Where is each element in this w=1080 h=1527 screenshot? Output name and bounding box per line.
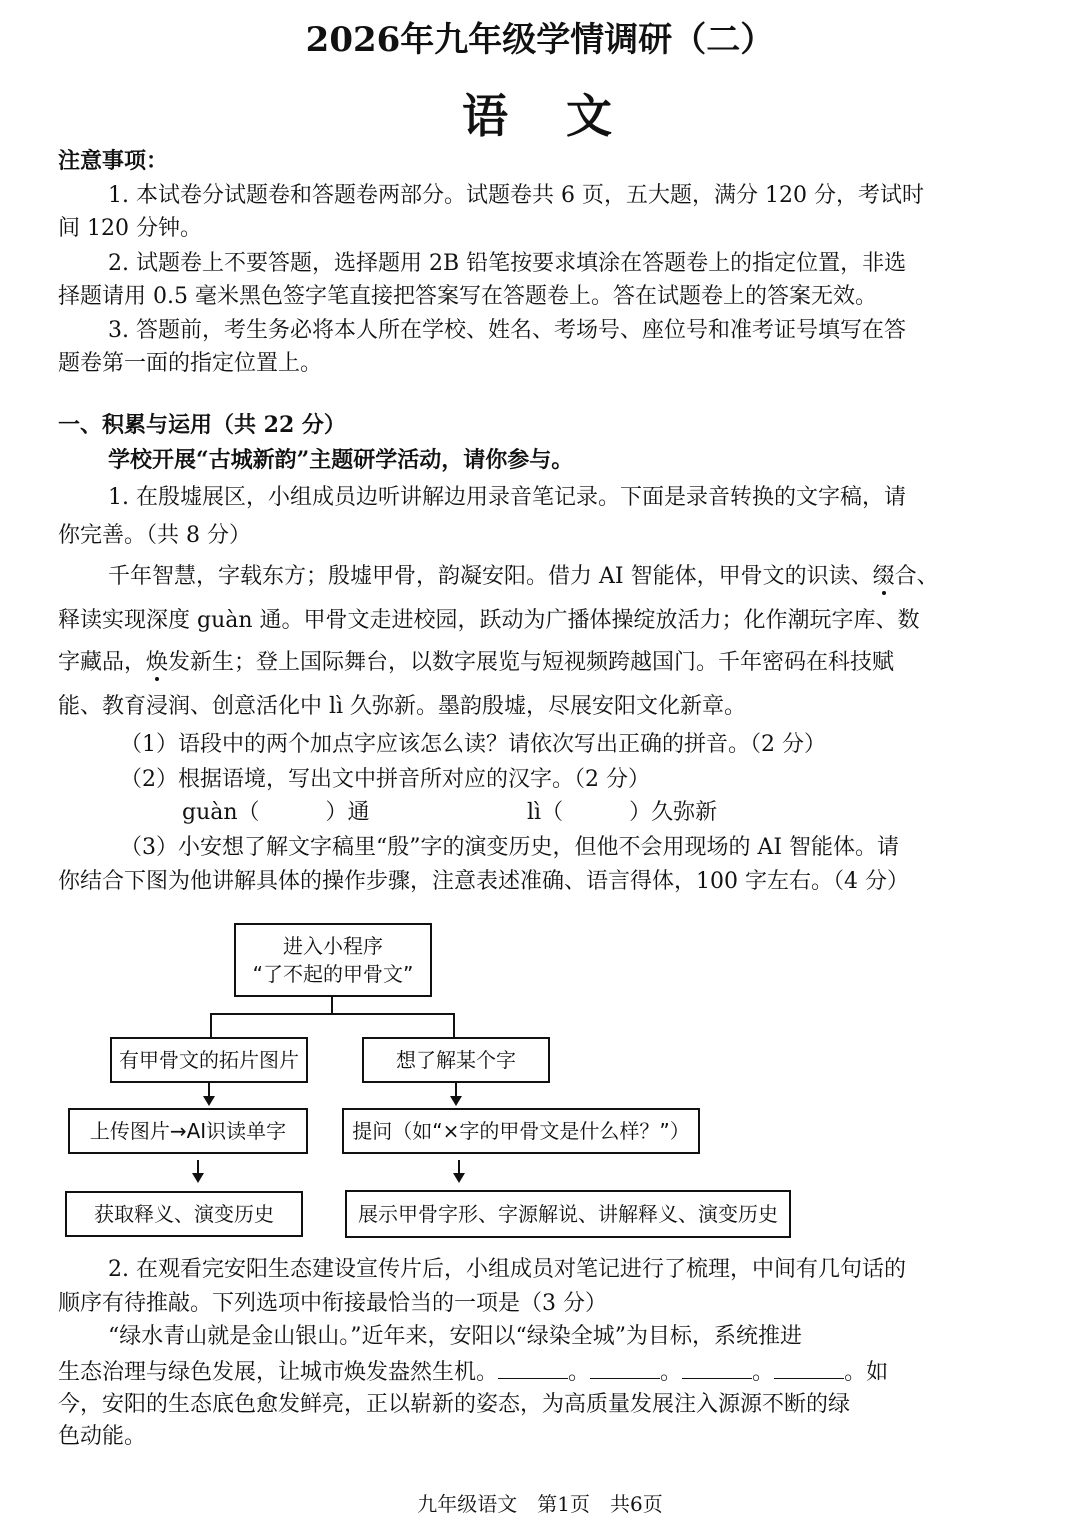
flow-line-left-2 xyxy=(197,1160,199,1174)
flow-connector-bar xyxy=(210,1013,455,1015)
notice-item2-line1: 2. 试题卷上不要答题，选择题用 2B 铅笔按要求填涂在答题卷上的指定位置，非选 xyxy=(108,251,907,276)
notice-item3-line1: 3. 答题前，考生务必将本人所在学校、姓名、考场号、座位号和准考证号填写在答 xyxy=(108,318,906,343)
flow-line-right-2 xyxy=(458,1160,460,1174)
subject-title: 语 文 xyxy=(462,89,618,143)
passage-line3-a: 字藏品， xyxy=(58,650,147,675)
arrow-down-icon xyxy=(453,1173,465,1183)
flow-box-enter-app xyxy=(234,923,432,997)
flow-connector-left xyxy=(210,1013,212,1037)
q1-line2: 你完善。（共 8 分） xyxy=(58,523,251,548)
notice-item2-line2: 择题请用 0.5 毫米黑色签字笔直接把答案写在答题卷上。答在试题卷上的答案无效。 xyxy=(58,284,877,309)
notice-item1-line1: 1. 本试卷分试题卷和答题卷两部分。试题卷共 6 页，五大题，满分 120 分，考试时 xyxy=(108,183,924,208)
section1-heading: 一、积累与运用（共 22 分） xyxy=(58,412,346,438)
q2-sep-1: 。 xyxy=(568,1360,591,1385)
q2-sep-3: 。 xyxy=(752,1360,775,1385)
section1-intro: 学校开展“古城新韵”主题研学活动，请你参与。 xyxy=(108,447,574,473)
dotted-char-2: 焕 xyxy=(146,650,169,675)
notice-item1-line2: 间 120 分钟。 xyxy=(58,216,202,241)
passage-line1 xyxy=(108,562,1038,592)
flow-box-show-glyph: 展示甲骨字形、字源解说、讲解释义、演变历史 xyxy=(345,1190,791,1238)
q2-passage-line2 xyxy=(58,1356,1038,1388)
answer-blank-2 xyxy=(590,1356,660,1379)
q2-passage-line2-text: 生态治理与绿色发展，让城市焕发盎然生机。 xyxy=(58,1360,499,1385)
q1-sub3-line2: 你结合下图为他讲解具体的操作步骤，注意表述准确、语言得体，100 字左右。（4 分） xyxy=(58,869,909,894)
q2-passage-line1: “绿水青山就是金山银山。”近年来，安阳以“绿染全城”为目标，系统推进 xyxy=(108,1324,802,1349)
flow-box-get-meaning: 获取释义、演变历史 xyxy=(65,1191,303,1237)
page-footer: 九年级语文 第1页 共6页 xyxy=(417,1492,663,1516)
notice-heading: 注意事项： xyxy=(58,148,169,174)
q2-passage-line4: 色动能。 xyxy=(58,1424,147,1449)
flow-box-enter-app-line2: “了不起的甲骨文” xyxy=(252,962,414,986)
answer-blank-1 xyxy=(498,1356,568,1379)
flow-connector-stem xyxy=(331,997,333,1014)
q1-line1: 1. 在殷墟展区，小组成员边听讲解边用录音笔记录。下面是录音转换的文字稿，请 xyxy=(108,485,906,510)
q2-line1: 2. 在观看完安阳生态建设宣传片后，小组成员对笔记进行了梳理，中间有几句话的 xyxy=(108,1257,906,1282)
q1-sub1: （1）语段中的两个加点字应该怎么读？请依次写出正确的拼音。（2 分） xyxy=(120,732,826,757)
flow-line-left-1 xyxy=(208,1083,210,1097)
arrow-down-icon xyxy=(203,1096,215,1106)
q1-sub2-blank-li: lì（ ）久弥新 xyxy=(527,800,718,825)
answer-blank-4 xyxy=(774,1356,844,1379)
passage-line1-a: 千年智慧，字载东方；殷墟甲骨，韵凝安阳。借力 AI 智能体，甲骨文的识读、 xyxy=(108,564,873,589)
flow-box-want-know: 想了解某个字 xyxy=(362,1037,550,1083)
passage-line3 xyxy=(58,648,1038,678)
exam-title: 2026年九年级学情调研（二） xyxy=(305,20,775,60)
q1-sub3-line1: （3）小安想了解文字稿里“殷”字的演变历史，但他不会用现场的 AI 智能体。请 xyxy=(120,835,900,860)
q2-passage-line2-end: 。如 xyxy=(844,1360,889,1385)
arrow-down-icon xyxy=(450,1096,462,1106)
passage-line1-b: 合、 xyxy=(894,564,939,589)
arrow-down-icon xyxy=(192,1173,204,1183)
flow-box-upload: 上传图片→AI识读单字 xyxy=(68,1108,308,1154)
flow-box-ask: 提问（如“×字的甲骨文是什么样？”） xyxy=(342,1108,700,1154)
dotted-char-1: 缀 xyxy=(872,564,895,589)
flow-box-enter-app-line1: 进入小程序 xyxy=(283,934,383,958)
flow-connector-right xyxy=(453,1013,455,1037)
flow-line-right-1 xyxy=(455,1083,457,1097)
passage-line2: 释读实现深度 guàn 通。甲骨文走进校园，跃动为广播体操绽放活力；化作潮玩字库、数 xyxy=(58,608,920,633)
q1-sub2-blank-guan: guàn（ ）通 xyxy=(182,800,370,825)
q2-passage-line3: 今，安阳的生态底色愈发鲜亮，正以崭新的姿态，为高质量发展注入源源不断的绿 xyxy=(58,1392,851,1417)
passage-line3-b: 发新生；登上国际舞台，以数字展览与短视频跨越国门。千年密码在科技赋 xyxy=(168,650,895,675)
q1-sub2: （2）根据语境，写出文中拼音所对应的汉字。（2 分） xyxy=(120,767,650,792)
notice-item3-line2: 题卷第一面的指定位置上。 xyxy=(58,351,323,376)
flow-box-rubbing: 有甲骨文的拓片图片 xyxy=(110,1037,308,1083)
answer-blank-3 xyxy=(682,1356,752,1379)
passage-line4: 能、教育浸润、创意活化中 lì 久弥新。墨韵殷墟，尽展安阳文化新章。 xyxy=(58,694,747,719)
q2-sep-2: 。 xyxy=(660,1360,683,1385)
q2-line2: 顺序有待推敲。下列选项中衔接最恰当的一项是（3 分） xyxy=(58,1291,607,1316)
